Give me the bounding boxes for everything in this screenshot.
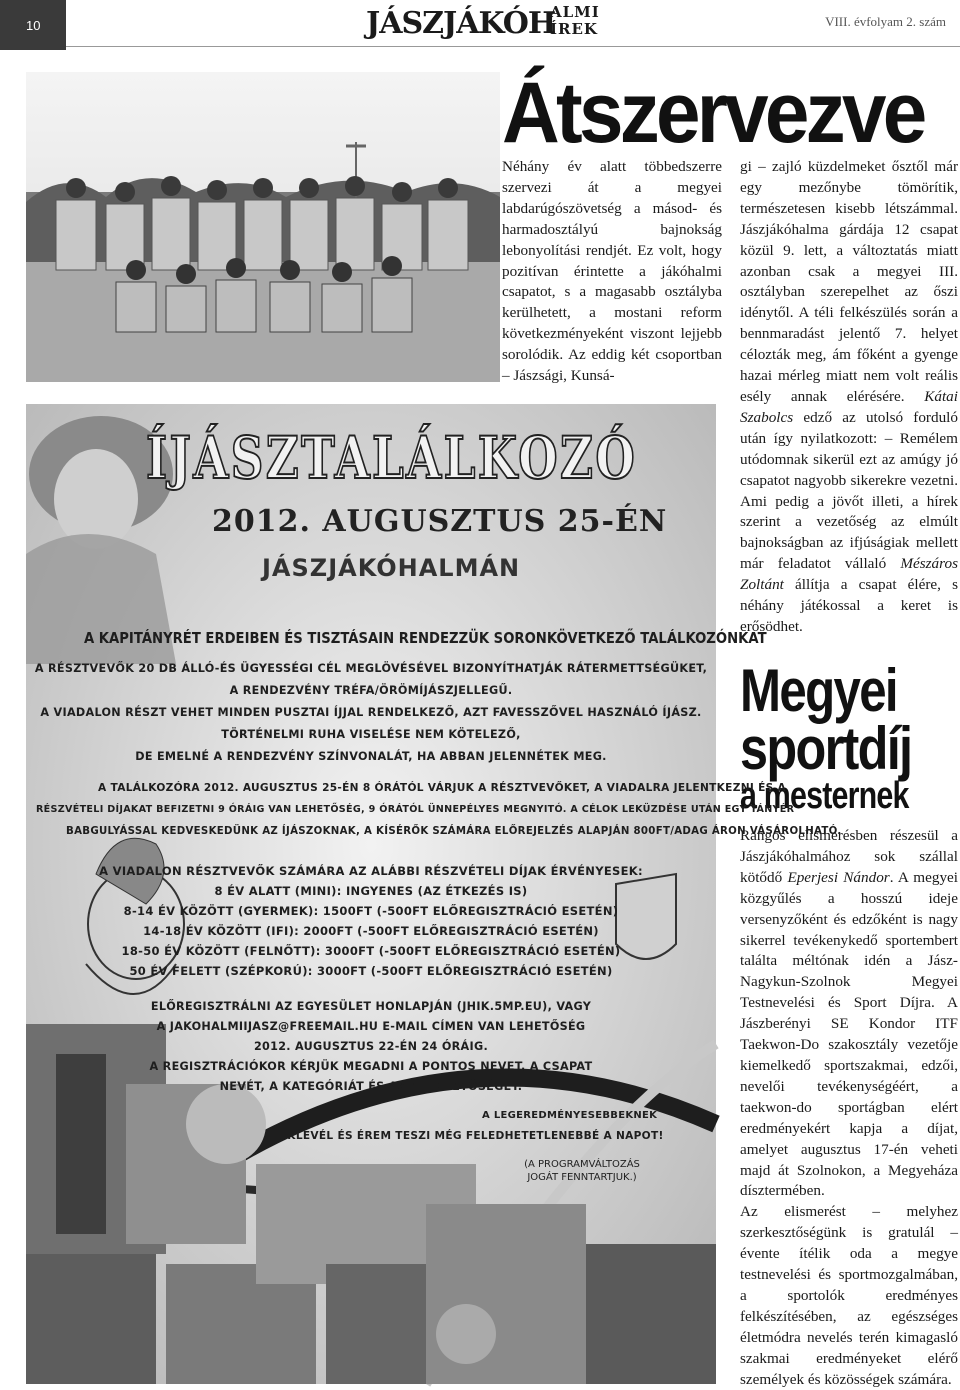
- award-article-text: [740, 826, 958, 1390]
- header-divider: [66, 46, 960, 47]
- poster-title: ÍJÁSZTALÁLKOZÓ: [146, 424, 638, 492]
- poster-fee-4: 18-50 ÉV KÖZÖTT (FELNŐTT): 3000FT (-500FT ELŐREGISZTRÁCIÓ ESETÉN): [121, 944, 621, 958]
- masthead-sub: [550, 4, 600, 38]
- poster-fees-title: A VIADALON RÉSZTVEVŐK SZÁMÁRA AZ ALÁBBI RÉSZVÉTELI DÍJAK ÉRVÉNYESEK:: [99, 864, 643, 878]
- poster-fee-5: 50 ÉV FELETT (SZÉPKORÚ): 3000FT (-500FT ELŐREGISZTRÁCIÓ ESETÉN): [129, 964, 613, 978]
- page-number: 10: [0, 0, 66, 50]
- poster-fee-1: 8 ÉV ALATT (MINI): INGYENES (AZ ÉTKEZÉS IS): [214, 884, 528, 898]
- poster-rule-2: A RENDEZVÉNY TRÉFA/ÖRÖMÍJÁSZJELLEGŰ.: [229, 684, 513, 697]
- article-column-2: [740, 157, 958, 638]
- poster-schedule-1: A TALÁLKOZÓRA 2012. AUGUSZTUS 25-ÉN 8 ÓRÁTÓL VÁRJUK A RÉSZTVEVŐKET, A VIADALRA JELENTKEZNI ÉS A: [98, 782, 787, 794]
- poster-schedule-3: BABGULYÁSSAL KEDVESKEDÜNK AZ ÍJÁSZOKNAK, A KÍSÉRŐK SZÁMÁRA ELŐREJELZÉS ALAPJÁN 800FT/ADAG ÁRON VÁSÁROLHATÓ.: [66, 826, 842, 837]
- issue-label: VIII. évfolyam 2. szám: [825, 14, 946, 29]
- poster-rule-3: A VIADALON RÉSZT VEHET MINDEN PUSZTAI ÍJJAL RENDELKEZŐ, AZT FAVESSZŐVEL HASZNÁLÓ ÍJÁSZ.: [40, 706, 702, 719]
- poster-reg-1: ELŐREGISZTRÁLNI AZ EGYESÜLET HONLAPJÁN (JHIK.5MP.EU), VAGY: [150, 1000, 592, 1013]
- poster-date: 2012. AUGUSZTUS 25-ÉN: [212, 504, 668, 539]
- poster-reg-4: A REGISZTRÁCIÓKOR KÉRJÜK MEGADNI A PONTOS NEVET, A CSAPAT: [149, 1060, 593, 1073]
- poster-rights: [502, 1158, 662, 1184]
- article-column-1: Néhány év alatt többedszerre szervezi át a megyei labdarúgószövetség a másod- és harmadosztályú bajnokság lebonyolítási rendjét. Ez volt, hogy pozitívan érintette a jákóhalmi csapatot, s a magasabb osztályba kerülhetett, a mostani reform következményeként viszont lejjebb sorolódik. Az eddig két csoportban – Jászsági, Kunsá-: [502, 158, 722, 385]
- poster-reg-2: A JAKOHALMIIJASZ@FREEMAIL.HU E-MAIL CÍMEN VAN LEHETŐSÉG: [156, 1020, 586, 1033]
- coach-name: Kátai Szabolcs: [740, 387, 958, 426]
- poster-intro: A KAPITÁNYRÉT ERDEIBEN ÉS TISZTÁSAIN RENDEZZÜK SORONKÖVETKEZŐ TALÁLKOZÓNKAT: [84, 629, 767, 647]
- poster-rights-2: JOGÁT FENNTARTJUK.): [527, 1172, 637, 1183]
- poster-fee-3: 14-18 ÉV KÖZÖTT (IFI): 2000FT (-500FT ELŐREGISZTRÁCIÓ ESETÉN): [143, 924, 599, 938]
- poster-reg-5: NEVÉT, A KATEGÓRIÁT ÉS AZ ELÉRHETŐSÉGET.: [219, 1080, 523, 1093]
- award-text-b: . A megyei közgyűlés a hosszú ideje versenyzőként és edzőként is nagy sikerrel tevékenykedő sportembert találta méltónak idén a Jász-Nagykun-Szolnok Megyei Testnevelési és Sport Díjra. A Jászberényi SE Kondor ITF Taekwon-Do szakosztály vezetője kiemelkedő sportszakmai, edzői, nevelői tevékenységéért, a taekwon-do sportágban elért eredményekért kapja a díjat, amelyet augusztus 17-én veheti majd át Szolnokon, a Megyeháza dísztermében.: [740, 868, 958, 1200]
- col2-text-b: edző az utolsó forduló után így nyilatkozott: – Remélem utódomnak sikerül ezt az amúgy jó csapatot nagyobb sikerekre vezetni. Ami pedig a jövőt illeti, a hírek szerint a vezetőség az elmúlt bajnokságban az ifjúságiak mellett már feladatot vállaló: [740, 408, 958, 573]
- masthead-sub-bottom: ÍREK: [550, 20, 598, 38]
- masthead-sub-top: ALMI: [550, 3, 600, 21]
- article-headline: Átszervezve: [502, 65, 924, 161]
- poster-fee-2: 8-14 ÉV KÖZÖTT (GYERMEK): 1500FT (-500FT ELŐREGISZTRÁCIÓ ESETÉN): [123, 904, 619, 918]
- poster-rule-5: DE EMELNÉ A RENDEZVÉNY SZÍNVONALÁT, HA ABBAN JELENNÉTEK MEG.: [135, 750, 607, 763]
- team-photo: [26, 72, 500, 382]
- poster-reg-3: 2012. AUGUSZTUS 22-ÉN 24 ÓRÁIG.: [253, 1040, 489, 1053]
- awardee-name: Eperjesi Nándor: [787, 868, 890, 886]
- new-coach-name: Mészáros Zoltánt: [740, 555, 958, 594]
- poster-award-1: A LEGEREDMÉNYESEBBEKNEK: [482, 1110, 658, 1121]
- award-headline-line2: sportdíj: [740, 715, 912, 782]
- masthead-main: JÁSZJÁKÓH: [366, 6, 556, 41]
- poster-place: JÁSZJÁKÓHALMÁN: [262, 554, 521, 582]
- poster-rule-1: A RÉSZTVEVŐK 20 DB ÁLLÓ-ÉS ÜGYESSÉGI CÉL MEGLÖVÉSÉVEL BIZONYÍTHATJÁK RÁTERMETTSÉGÜKET,: [34, 662, 708, 675]
- poster-award-2: OKLEVÉL ÉS ÉREM TESZI MÉG FELEDHETETLENEBBÉ A NAPOT!: [278, 1130, 664, 1142]
- col2-text-a: gi – zajló küzdelmeket ősztől már egy mezőnybe tömörítik, természetesen kisebb létszámmal. Jászjákóhalma gárdája 12 csapat közül 9. lett, a változtatás miatt azonban csak a megyei III. osztályban szerepelhet az őszi idénytől. A téli felkészülés során a bennmaradást jelentő 7. helyet célozták meg, ám főként a gyenge hazai mérleg miatt nem volt reális esély annak elérésére.: [740, 158, 958, 405]
- award-text-c: Az elismerést – melyhez szerkesztőségünk is gratulál – évente ítélik oda a megye testnevelési és sportmozgalmában, a sportolók eredményes felkészítésében, az egészséges életmódra nevelés terén kimagasló szakmai eredményeket elérő személyek és közösségek számára.: [740, 1203, 958, 1388]
- award-headline-line1: Megyei: [740, 657, 897, 724]
- poster-rights-1: (A PROGRAMVÁLTOZÁS: [524, 1159, 640, 1170]
- masthead-logo: [366, 2, 616, 50]
- col2-text-c: állítja a csapat élére, s néhány játékossal a keret is erősödhet.: [740, 576, 958, 635]
- award-headline-line3: a mesternek: [740, 775, 909, 817]
- poster-rule-4: TÖRTÉNELMI RUHA VISELÉSE NEM KÖTELEZŐ,: [221, 728, 521, 741]
- award-text-a: Rangos elismerésben részesül a Jászjákóhalmához sok szállal kötődő: [740, 827, 958, 886]
- poster-schedule-2: RÉSZVÉTELI DÍJAKAT BEFIZETNI 9 ÓRÁIG VAN LEHETŐSÉG, 9 ÓRÁTÓL ÜNNEPÉLYES MEGNYITÓ. A CÉLOK LEKÜZDÉSE UTÁN EGY TÁNYÉR: [36, 804, 795, 815]
